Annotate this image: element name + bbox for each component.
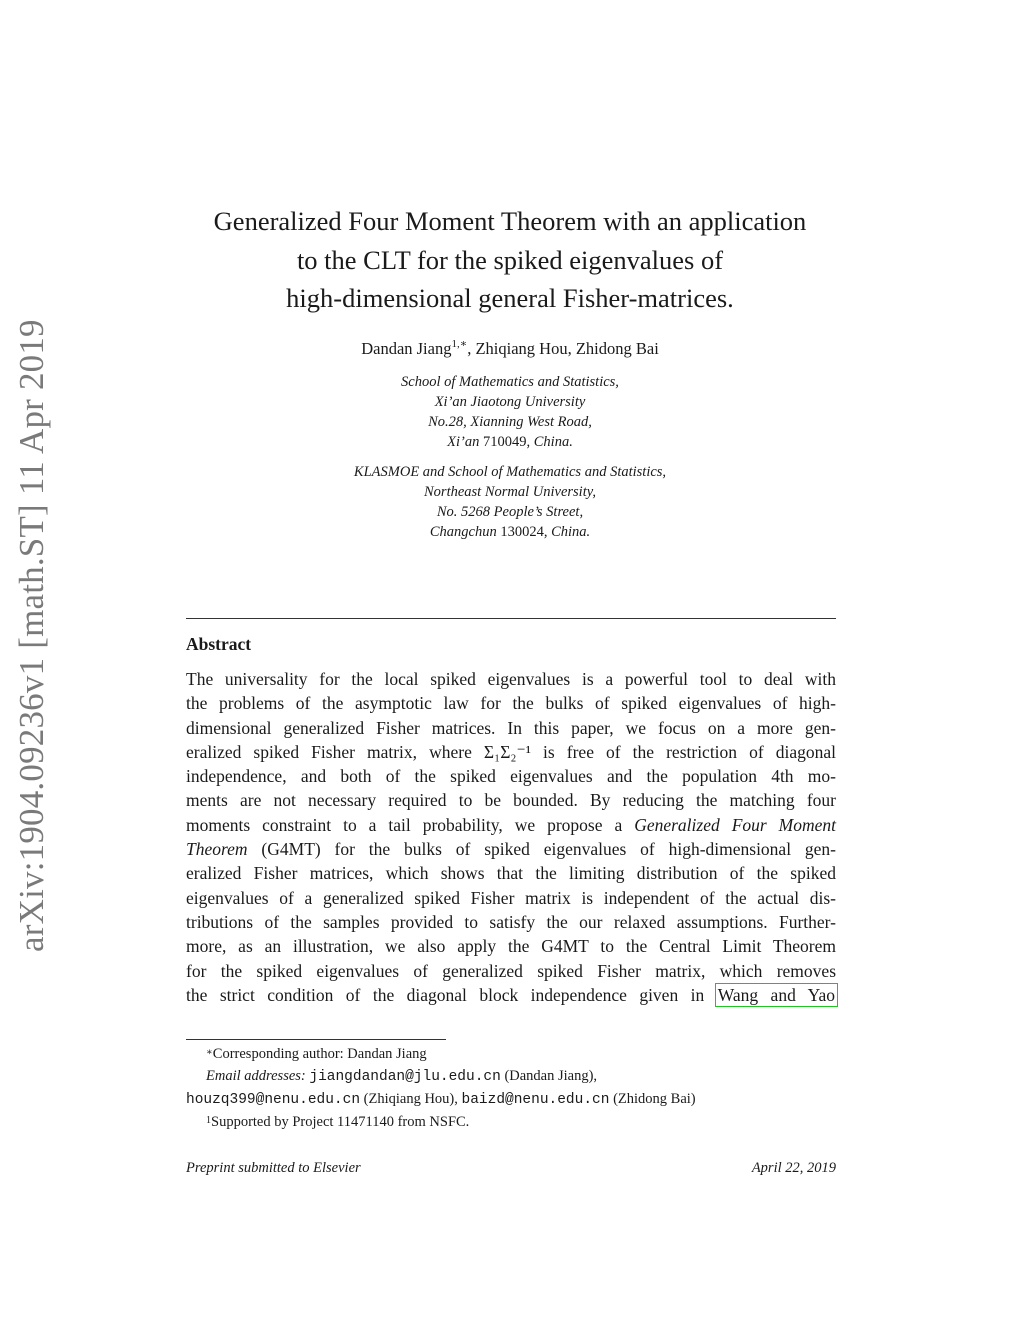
title-line: Generalized Four Moment Theorem with an application <box>213 206 807 236</box>
abstract-line: independence, and both of the spiked eigenvalues and the population 4th mo- <box>186 766 836 787</box>
title-line: high-dimensional general Fisher-matrices. <box>286 283 734 313</box>
affiliation-line: Changchun 130024, China. <box>429 524 591 540</box>
email-link[interactable]: jiangdandan@jlu.edu.cn <box>309 1069 501 1085</box>
email-link[interactable]: houzq399@nenu.edu.cn <box>186 1092 361 1108</box>
abstract-line: tributions of the samples provided to satisfy the our relaxed assumptions. Further- <box>186 911 836 932</box>
footnote-corresponding: ∗Corresponding author: Dandan Jiang <box>206 1046 427 1062</box>
title-line: to the CLT for the spiked eigenvalues of <box>296 244 724 275</box>
preprint-date: April 22, 2019 <box>751 1160 836 1176</box>
abstract-line: moments constraint to a tail probability, we propose a Generalized Four Moment <box>186 814 837 835</box>
abstract-line: The universality for the local spiked eigenvalues is a powerful tool to deal with <box>186 669 836 689</box>
abstract-text <box>186 667 836 1007</box>
email-link[interactable]: baizd@nenu.edu.cn <box>461 1092 610 1108</box>
affiliation-changchun <box>150 462 870 542</box>
abstract-line: dimensional generalized Fisher matrices. In this paper, we focus on a more gen- <box>186 717 836 738</box>
affiliation-line: Xi’an 710049, China. <box>447 434 573 450</box>
affiliation-line: School of Mathematics and Statistics, <box>401 374 619 390</box>
sigma-formula: Σ₁Σ₂⁻¹ <box>483 741 531 762</box>
abstract-heading: Abstract <box>186 634 252 654</box>
other-authors: , Zhiqiang Hou, Zhidong Bai <box>467 339 659 358</box>
abstract-line: eralized Fisher matrices, which shows that the limiting distribution of the spiked <box>186 863 836 884</box>
author-name: Dandan Jiang <box>361 339 452 358</box>
abstract-line: the problems of the asymptotic law for the bulks of spiked eigenvalues of high- <box>186 693 836 714</box>
footnote-emails: Email addresses: jiangdandan@jlu.edu.cn (Dandan Jiang), <box>206 1068 598 1085</box>
footnote-emails-cont: houzq399@nenu.edu.cn (Zhiqiang Hou), baizd@nenu.edu.cn (Zhidong Bai) <box>186 1091 696 1108</box>
abstract-line: more, as an illustration, we also apply the G4MT to the Central Limit Theorem <box>186 936 836 957</box>
paper-title <box>150 202 870 318</box>
affiliation-line: Northeast Normal University, <box>424 484 596 500</box>
abstract-line: eralized spiked Fisher matrix, where Σ₁Σ₂⁻¹ is free of the restriction of diagonal <box>186 741 837 762</box>
abstract-line: for the spiked eigenvalues of generalized spiked Fisher matrix, which removes <box>186 960 836 981</box>
affiliation-line: Xi’an Jiaotong University <box>434 394 586 410</box>
abstract-top-rule <box>186 618 836 619</box>
affiliation-xian <box>150 372 870 452</box>
preprint-note: Preprint submitted to Elsevier <box>186 1160 361 1176</box>
affiliation-line: KLASMOE and School of Mathematics and Statistics, <box>353 464 667 480</box>
author-footnote-marks[interactable]: 1,∗ <box>451 338 468 350</box>
footnote-rule <box>186 1039 446 1040</box>
author-list <box>150 339 870 359</box>
footnotes <box>186 1043 836 1133</box>
abstract-line: eigenvalues of a generalized spiked Fisher matrix is independent of the actual dis- <box>186 887 836 908</box>
affiliation-line: No.28, Xianning West Road, <box>428 414 592 430</box>
footnote-funding: $^1$Supported by Project 11471140 from NSFC. <box>206 1114 470 1130</box>
affiliation-line: No. 5268 People’s Street, <box>436 504 584 520</box>
abstract-line: the strict condition of the diagonal block independence given in Wang and Yao <box>186 984 836 1005</box>
abstract-line: ments are not necessary required to be bounded. By reducing the matching four <box>186 790 836 811</box>
citation-link-wang-yao[interactable]: Wang and Yao <box>717 984 836 1005</box>
abstract-line: Theorem (G4MT) for the bulks of spiked eigenvalues of high-dimensional gen- <box>186 839 837 860</box>
arxiv-identifier-stamp: arXiv:1904.09236v1 [math.ST] 11 Apr 2019 <box>12 319 51 952</box>
